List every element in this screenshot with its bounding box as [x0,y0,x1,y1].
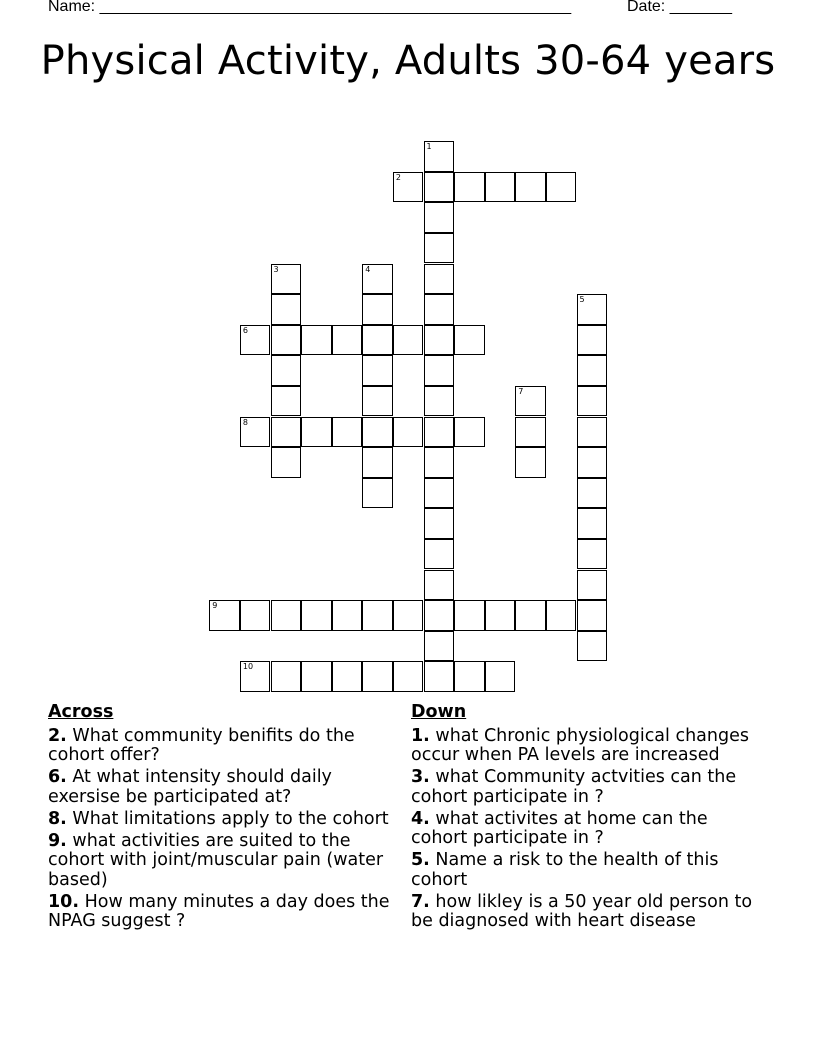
crossword-cell[interactable] [546,600,577,631]
crossword-cell[interactable] [424,417,455,448]
crossword-cell[interactable] [362,661,393,692]
clue-text: What community benifits do the cohort offer? [48,725,355,765]
crossword-cell[interactable] [332,600,363,631]
clue-number: 4. [411,808,430,829]
crossword-cell[interactable] [577,600,608,631]
clue-text: what activities are suited to the cohort with joint/muscular pain (water based) [48,830,384,890]
crossword-cell[interactable] [515,172,546,203]
crossword-cell[interactable] [577,539,608,570]
crossword-cell[interactable] [393,600,424,631]
crossword-cell[interactable] [362,386,393,417]
cell-number: 6 [242,325,248,335]
crossword-cell[interactable] [271,447,302,478]
date-field-line: Date: _______ [627,0,732,15]
crossword-cell[interactable] [424,600,455,631]
crossword-cell[interactable] [424,202,455,233]
cell-number: 1 [426,142,432,152]
crossword-cell[interactable] [454,417,485,448]
crossword-cell[interactable] [271,355,302,386]
clue-number: 6. [48,767,67,787]
crossword-cell[interactable] [393,417,424,448]
down-heading: Down [411,702,467,722]
crossword-cell[interactable] [577,508,608,539]
cell-number: 2 [395,172,401,182]
crossword-cell[interactable] [577,355,608,386]
clue-number: 9. [48,830,67,851]
cell-number: 4 [365,264,371,274]
cell-number: 9 [212,601,218,611]
crossword-cell[interactable] [271,294,302,325]
crossword-cell[interactable] [424,661,455,692]
crossword-cell[interactable] [271,600,302,631]
crossword-cell-9[interactable] [209,600,240,631]
clue-number: 8. [48,808,67,829]
clue-number: 10. [48,891,80,912]
crossword-cell[interactable] [362,417,393,448]
crossword-cell[interactable] [424,631,455,662]
cell-number: 10 [242,662,254,672]
crossword-cell[interactable] [424,386,455,417]
crossword-cell[interactable] [332,417,363,448]
crossword-cell[interactable] [546,172,577,203]
crossword-cell[interactable] [424,447,455,478]
down-clue-4 [411,810,761,849]
cell-number: 5 [579,295,585,305]
crossword-cell[interactable] [301,417,332,448]
crossword-cell[interactable] [362,294,393,325]
cell-number: 3 [273,264,279,274]
crossword-cell[interactable] [362,600,393,631]
crossword-cell[interactable] [424,325,455,356]
crossword-cell[interactable] [577,417,608,448]
crossword-cell[interactable] [424,264,455,295]
crossword-cell[interactable] [485,661,516,692]
crossword-cell-10[interactable] [240,661,271,692]
across-clues [48,703,398,934]
crossword-cell[interactable] [271,417,302,448]
across-clue-6 [48,768,398,807]
crossword-cell[interactable] [454,600,485,631]
crossword-cell[interactable] [301,661,332,692]
crossword-cell[interactable] [424,355,455,386]
crossword-cell[interactable] [577,325,608,356]
clue-text: how likley is a 50 year old person to be diagnosed with heart disease [411,891,753,931]
crossword-cell[interactable] [424,294,455,325]
crossword-cell[interactable] [424,478,455,509]
crossword-cell[interactable] [515,447,546,478]
clue-number: 7. [411,891,430,912]
crossword-cell[interactable] [424,172,455,203]
crossword-cell-5[interactable] [577,294,608,325]
across-heading: Across [48,702,114,722]
crossword-cell[interactable] [577,386,608,417]
crossword-cell[interactable] [577,447,608,478]
crossword-cell-8[interactable] [240,417,271,448]
crossword-cell[interactable] [515,600,546,631]
crossword-cell[interactable] [485,172,516,203]
crossword-cell[interactable] [577,478,608,509]
crossword-cell[interactable] [301,325,332,356]
crossword-cell-7[interactable] [515,386,546,417]
crossword-cell[interactable] [332,325,363,356]
crossword-cell-6[interactable] [240,325,271,356]
clue-text: Name a risk to the health of this cohort [411,850,719,890]
across-clue-2 [48,727,398,766]
crossword-cell[interactable] [362,447,393,478]
clue-text: what Community actvities can the cohort participate in ? [411,767,737,807]
crossword-cell[interactable] [424,539,455,570]
crossword-cell[interactable] [424,508,455,539]
clue-text: what Chronic physiological changes occur when PA levels are increased [411,725,749,765]
crossword-cell[interactable] [515,417,546,448]
across-clue-10 [48,893,398,932]
crossword-cell[interactable] [271,386,302,417]
crossword-cell[interactable] [454,325,485,356]
crossword-cell[interactable] [362,478,393,509]
crossword-cell[interactable] [577,631,608,662]
crossword-cell-4[interactable] [362,264,393,295]
name-field-line: Name: _____________________________________________________ [48,0,572,15]
crossword-cell[interactable] [424,570,455,601]
crossword-cell-2[interactable] [393,172,424,203]
crossword-cell-3[interactable] [271,264,302,295]
cell-number: 7 [518,386,524,396]
crossword-cell[interactable] [424,233,455,264]
crossword-cell[interactable] [577,570,608,601]
cell-number: 8 [242,417,248,427]
crossword-cell[interactable] [271,325,302,356]
clue-text: What limitations apply to the cohort [66,808,389,829]
down-clues [411,703,761,934]
crossword-cell-1[interactable] [424,141,455,172]
clue-number: 5. [411,850,430,870]
crossword-cell[interactable] [362,355,393,386]
crossword-cell[interactable] [485,600,516,631]
crossword-cell[interactable] [454,661,485,692]
clue-text: At what intensity should daily exersise be participated at? [48,767,332,807]
crossword-cell[interactable] [362,325,393,356]
page-title: Physical Activity, Adults 30-64 years [40,38,776,84]
clue-text: what activites at home can the cohort participate in ? [411,808,708,848]
crossword-cell[interactable] [240,600,271,631]
down-clue-5 [411,851,761,890]
crossword-cell[interactable] [301,600,332,631]
crossword-cell[interactable] [271,661,302,692]
across-clue-9 [48,832,398,891]
clue-number: 2. [48,725,67,746]
crossword-cell[interactable] [454,172,485,203]
clue-number: 3. [411,767,430,787]
crossword-cell[interactable] [393,661,424,692]
down-clue-7 [411,893,761,932]
down-clue-3 [411,768,761,807]
crossword-cell[interactable] [393,325,424,356]
crossword-cell[interactable] [332,661,363,692]
clue-number: 1. [411,725,430,746]
clue-text: How many minutes a day does the NPAG suggest ? [48,891,390,931]
across-clue-8 [48,810,398,830]
down-clue-1 [411,727,761,766]
